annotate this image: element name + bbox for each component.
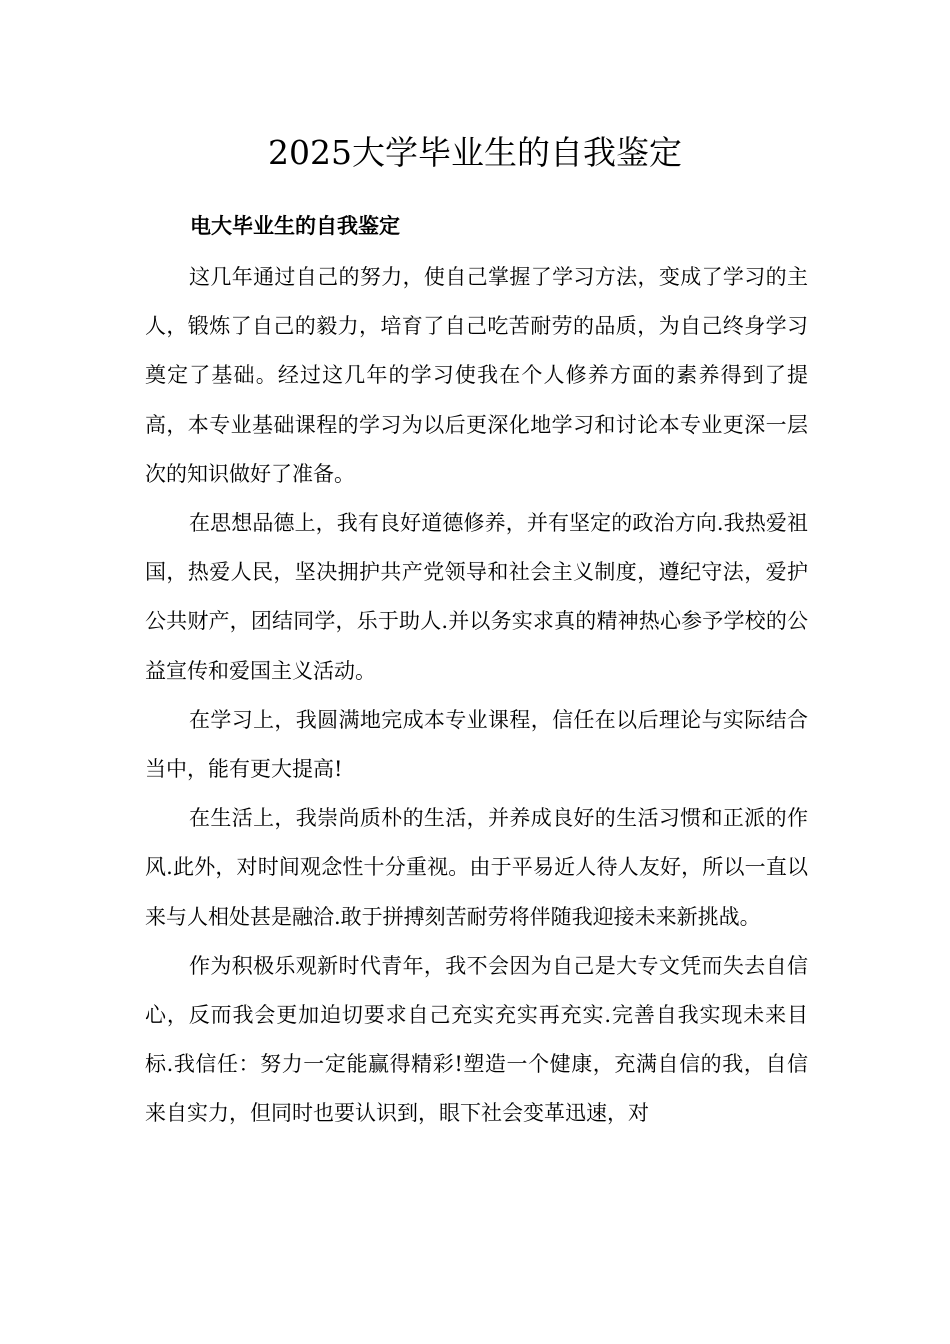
paragraph: 在学习上，我圆满地完成本专业课程，信任在以后理论与实际结合当中，能有更大提高!	[145, 707, 808, 782]
document-title: 2025大学毕业生的自我鉴定	[268, 133, 682, 172]
document-subtitle: 电大毕业生的自我鉴定	[190, 213, 400, 238]
paragraph: 这几年通过自己的努力，使自己掌握了学习方法，变成了学习的主人，锻炼了自己的毅力，培育了自己吃苦耐劳的品质，为自己终身学习奠定了基础。经过这几年的学习使我在个人修养方面的素养得到了提高，本专业基础课程的学习为以后更深化地学习和讨论本专业更深一层次的知识做好了准备。	[145, 265, 808, 486]
document-body	[145, 253, 808, 1139]
paragraph: 在思想品德上，我有良好道德修养，并有坚定的政治方向.我热爱祖国，热爱人民，坚决拥护共产党领导和社会主义制度，遵纪守法，爱护公共财产，团结同学，乐于助人.并以务实求真的精神热心参予学校的公益宣传和爱国主义活动。	[145, 511, 808, 683]
paragraph: 作为积极乐观新时代青年，我不会因为自己是大专文凭而失去自信心，反而我会更加迫切要求自己充实充实再充实.完善自我实现未来目标.我信任：努力一定能赢得精彩!塑造一个健康，充满自信的我，自信来自实力，但同时也要认识到，眼下社会变革迅速，对	[145, 953, 808, 1126]
paragraph: 在生活上，我崇尚质朴的生活，并养成良好的生活习惯和正派的作风.此外，对时间观念性十分重视。由于平易近人待人友好，所以一直以来与人相处甚是融洽.敢于拼搏刻苦耐劳将伴随我迎接未来新挑战。	[145, 806, 808, 929]
